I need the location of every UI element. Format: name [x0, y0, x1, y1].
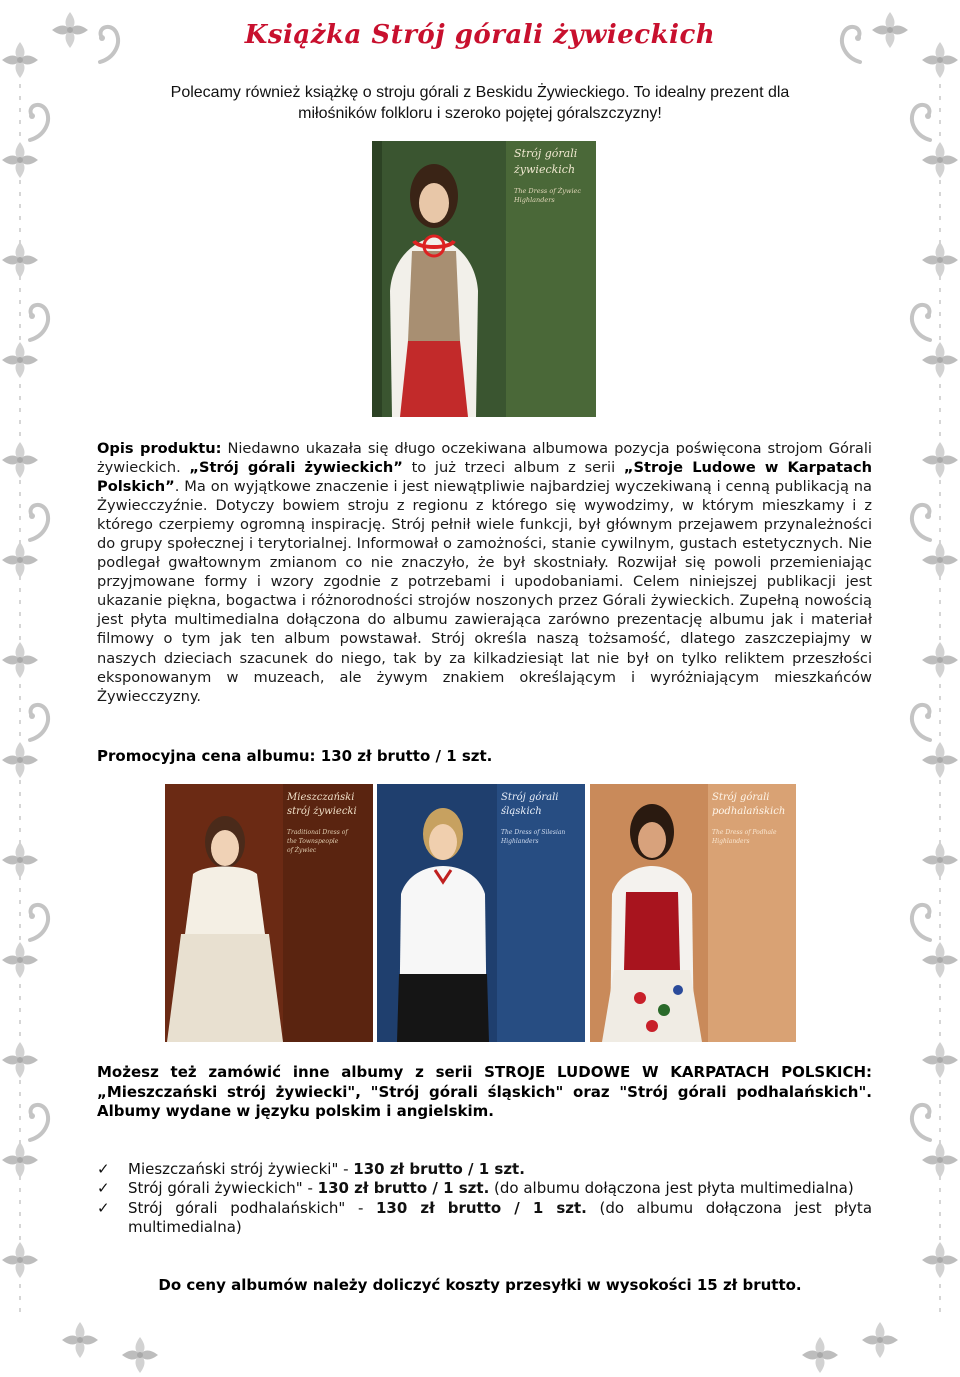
cover-3-title-1: Strój górali — [712, 792, 770, 803]
list-item-name: Strój górali żywieckich" - — [128, 1179, 318, 1198]
list-item — [97, 1160, 872, 1179]
list-item-price: 130 zł brutto / 1 szt. — [375, 1198, 587, 1217]
promo-price: Promocyjna cena albumu: 130 zł brutto / 1 szt. — [97, 747, 493, 765]
cover-2-subtitle-2: Highlanders — [501, 838, 539, 845]
main-book-cover[interactable] — [372, 141, 596, 417]
main-cover-title-1: Strój górali — [514, 147, 578, 160]
cover-2-title-2: śląskich — [501, 806, 542, 817]
book-cover-slaskich[interactable] — [377, 784, 585, 1042]
shipping-note: Do ceny albumów należy doliczyć koszty przesyłki w wysokości 15 zł brutto. — [158, 1276, 802, 1294]
checkmark-icon: ✓ — [97, 1198, 110, 1217]
left-border-motifs — [2, 42, 48, 1320]
list-item-note: (do albumu dołączona jest płyta multimedialna) — [128, 1198, 873, 1236]
list-item-name: Mieszczański strój żywiecki" - — [128, 1160, 354, 1178]
intro-line-1: Polecamy również książkę o stroju górali z Beskidu Żywieckiego. To idealny prezent dla — [170, 84, 790, 101]
main-cover-subtitle-2: Highlanders — [514, 196, 555, 204]
album-price-list — [97, 1160, 872, 1237]
cover-3-title-2: podhalańskich — [712, 806, 786, 817]
main-cover-title-2: żywieckich — [514, 163, 576, 176]
cover-3-subtitle-2: Highlanders — [712, 838, 750, 845]
cover-1-title-2: strój żywiecki — [287, 806, 357, 817]
list-item — [97, 1199, 872, 1238]
cover-1-title-1: Mieszczański — [287, 792, 355, 803]
right-border-motifs — [912, 42, 958, 1320]
list-item-name: Strój górali podhalańskich" - — [128, 1198, 376, 1217]
cover-1-subtitle-3: of Żywiec — [287, 847, 317, 854]
checkmark-icon: ✓ — [97, 1160, 110, 1178]
description-p3: . Ma on wyjątkowe znaczenie i jest niewątpliwie najbardziej wyczekiwaną i cenną publikacją na Żywiecczyźnie. Dotyczy bowiem stroju z regionu z którego się wywodzimy, w którym mieszkamy i z którego czerpiemy ogromną inspirację. Strój pełnił wiele funkcji, był głównym przejawem przynależności do grupy społecznej i terytorialnej. Informował o zamożności, stanie cywilnym, gustach estetycznych. Nie podlegał gwałtownym zmianom co nie znaczyło, że był skostniały. Rozwijał się powoli przemieniając przyjmowane formy i wzory zgodnie z potrzebami i upodobaniami. Celem niniejszej publikacji jest ukazanie piękna, bogactwa i różnorodności strojów noszonych przez Górali żywieckich. Zupełną nowością jest płyta multimedialna dołączona do albumu zawierająca zarówno prezentację albumu jak i materiał filmowy o tym jak ten album powstawał. Strój określa naszą tożsamość, dlatego zaszczepiajmy w naszych dzieciach szacunek do niego, tak by za kilkadziesiąt lat nie był on tylko reliktem przeszłości eksponowanym w muzeach, ale żywym znakiem określającym i wyróżniającym mieszkańców Żywiecczyzny. — [97, 478, 872, 705]
intro-line-2: miłośników folkloru i szeroko pojętej góralszczyzny! — [298, 105, 662, 122]
intro-text — [130, 82, 830, 124]
cover-2-title-1: Strój górali — [501, 792, 559, 803]
page-title: Książka Strój górali żywieckich — [244, 20, 716, 50]
checkmark-icon: ✓ — [97, 1179, 110, 1198]
order-info: Możesz też zamówić inne albumy z serii STROJE LUDOWE W KARPATACH POLSKICH: „Mieszczański strój żywiecki", "Strój górali śląskich" oraz "Strój górali podhalańskich". Albumy wydane w języku polskim i angielskim. — [97, 1063, 872, 1120]
list-item — [97, 1179, 872, 1198]
list-item-price: 130 zł brutto / 1 szt. — [353, 1160, 525, 1178]
list-item-note: (do albumu dołączona jest płyta multimedialna) — [489, 1179, 854, 1198]
description-book-title: „Strój górali żywieckich” — [189, 459, 403, 477]
product-description — [97, 439, 872, 706]
main-cover-subtitle-1: The Dress of Żywiec — [514, 187, 582, 195]
cover-3-subtitle-1: The Dress of Podhale — [712, 829, 777, 836]
cover-1-subtitle-1: Traditional Dress of — [287, 829, 348, 836]
description-label: Opis produktu: — [97, 440, 222, 457]
book-cover-podhalanskich[interactable] — [590, 784, 796, 1042]
cover-2-subtitle-1: The Dress of Silesian — [501, 829, 566, 836]
list-item-price: 130 zł brutto / 1 szt. — [317, 1179, 490, 1198]
description-series-title: „Stroje Ludowe w Karpatach Polskich” — [97, 459, 872, 496]
bottom-corner-motifs — [62, 1322, 898, 1373]
description-p2: to już trzeci album z serii — [402, 459, 624, 477]
cover-1-subtitle-2: the Townspeople — [287, 838, 339, 845]
book-cover-mieszczanski[interactable] — [165, 784, 373, 1042]
description-p1: Niedawno ukazała się długo oczekiwana albumowa pozycja poświęcona strojom Górali żywieckich. — [97, 440, 872, 477]
